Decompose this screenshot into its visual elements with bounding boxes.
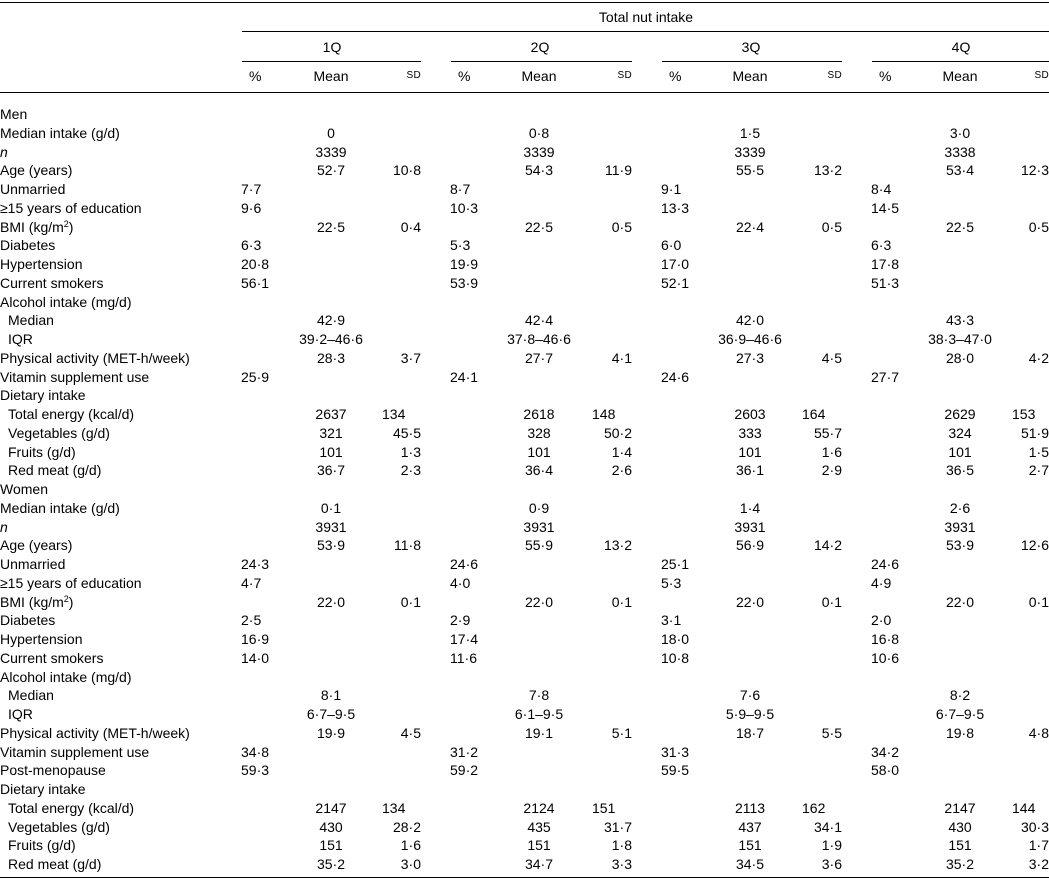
quartile-header-1: 1Q xyxy=(322,39,342,55)
row-label: Diabetes xyxy=(0,612,56,628)
header-rule xyxy=(0,92,1049,93)
row-label: Vitamin supplement use xyxy=(0,744,150,760)
cell-mean: 321 xyxy=(319,425,343,441)
cell-sd: 0·5 xyxy=(821,219,842,235)
cell-sd: 11·9 xyxy=(605,162,632,178)
cell-sd: 3·3 xyxy=(611,856,632,872)
cell-pct: 17·4 xyxy=(450,631,479,647)
row-label: Red meat (g/d) xyxy=(8,462,102,478)
cell-sd: 2·7 xyxy=(1028,462,1049,478)
cell-mean: 28·3 xyxy=(316,350,346,366)
row-label: IQR xyxy=(8,706,33,722)
cell-mean: 35·2 xyxy=(945,856,975,872)
subheader-mean: Mean xyxy=(732,68,768,84)
cell-mean: 55·9 xyxy=(524,537,554,553)
cell-mean: 2147 xyxy=(944,800,976,816)
cell-pct: 51·3 xyxy=(871,275,900,291)
cell-pct: 52·1 xyxy=(661,275,690,291)
cell-mean: 39·2–46·6 xyxy=(299,331,363,347)
cell-pct: 17·8 xyxy=(871,256,900,272)
cell-sd: 0·1 xyxy=(400,594,421,610)
row-label: Median xyxy=(8,312,54,328)
row-label: Current smokers xyxy=(0,275,104,291)
subheader-pct: % xyxy=(669,68,682,84)
quartile-header-3: 3Q xyxy=(741,39,761,55)
row-label: Red meat (g/d) xyxy=(8,856,102,872)
cell-mean: 430 xyxy=(319,819,343,835)
cell-sd: 4·5 xyxy=(400,725,421,741)
quartile-header-4: 4Q xyxy=(951,39,971,55)
subheader-mean: Mean xyxy=(942,68,978,84)
cell-sd: 153 xyxy=(1012,406,1036,422)
cell-pct: 53·9 xyxy=(450,275,479,291)
cell-sd: 1·8 xyxy=(611,837,632,853)
cell-sd: 0·5 xyxy=(611,219,632,235)
row-label: Diabetes xyxy=(0,237,56,253)
row-label: Vegetables (g/d) xyxy=(8,819,110,835)
cell-mean: 333 xyxy=(738,425,762,441)
subheader-pct: % xyxy=(458,68,471,84)
cell-mean: 54·3 xyxy=(524,162,554,178)
cell-mean: 3931 xyxy=(315,519,347,535)
cell-pct: 2·5 xyxy=(241,612,262,628)
row-label: Vegetables (g/d) xyxy=(8,425,110,441)
cell-pct: 4·7 xyxy=(241,575,262,591)
cell-sd: 10·8 xyxy=(392,162,421,178)
cell-sd: 12·6 xyxy=(1020,537,1049,553)
cell-mean: 101 xyxy=(948,444,972,460)
cell-pct: 16·8 xyxy=(871,631,900,647)
cell-pct: 14·0 xyxy=(241,650,270,666)
cell-sd: 134 xyxy=(382,800,406,816)
cell-mean: 3339 xyxy=(523,144,555,160)
row-label: Alcohol intake (mg/d) xyxy=(0,669,132,685)
cell-mean: 328 xyxy=(527,425,551,441)
cell-mean: 19·1 xyxy=(524,725,554,741)
cell-sd: 134 xyxy=(382,406,406,422)
cell-mean: 6·7–9·5 xyxy=(935,706,985,722)
cell-sd: 1·5 xyxy=(1028,444,1049,460)
cell-mean: 27·7 xyxy=(524,350,554,366)
cell-mean: 27·3 xyxy=(735,350,765,366)
cell-pct: 11·6 xyxy=(450,650,477,666)
cell-mean: 7·6 xyxy=(739,687,761,703)
cell-sd: 55·7 xyxy=(813,425,842,441)
cell-mean: 324 xyxy=(948,425,972,441)
cell-mean: 43·3 xyxy=(945,312,975,328)
row-label: Median intake (g/d) xyxy=(0,500,120,516)
cell-mean: 151 xyxy=(319,837,343,853)
cell-mean: 19·9 xyxy=(316,725,346,741)
group-rule xyxy=(242,31,1049,32)
cell-sd: 5·5 xyxy=(821,725,842,741)
cell-mean: 42·0 xyxy=(735,312,765,328)
cell-mean: 53·9 xyxy=(945,537,975,553)
cell-mean: 5·9–9·5 xyxy=(725,706,775,722)
row-label: IQR xyxy=(8,331,33,347)
cell-sd: 162 xyxy=(802,800,826,816)
cell-pct: 14·5 xyxy=(871,200,900,216)
cell-pct: 24·1 xyxy=(450,369,479,385)
cell-mean: 34·5 xyxy=(735,856,765,872)
cell-pct: 4·0 xyxy=(450,575,471,591)
section-label: Men xyxy=(0,106,28,122)
cell-sd: 0·5 xyxy=(1028,219,1049,235)
cell-mean: 19·8 xyxy=(945,725,975,741)
cell-pct: 13·3 xyxy=(661,200,690,216)
cell-sd: 1·6 xyxy=(821,444,842,460)
cell-pct: 6·3 xyxy=(241,237,262,253)
row-label: Median xyxy=(8,687,54,703)
cell-mean: 35·2 xyxy=(316,856,346,872)
cell-pct: 31·2 xyxy=(450,744,479,760)
cell-sd: 12·3 xyxy=(1020,162,1049,178)
cell-pct: 5·3 xyxy=(661,575,682,591)
cell-sd: 151 xyxy=(592,800,616,816)
cell-pct: 9·6 xyxy=(241,200,262,216)
cell-mean: 0·9 xyxy=(528,500,550,516)
subheader-pct: % xyxy=(249,68,262,84)
quartile-rule-2 xyxy=(451,61,632,62)
cell-mean: 435 xyxy=(527,819,551,835)
cell-mean: 22·0 xyxy=(524,594,554,610)
cell-sd: 30·3 xyxy=(1020,819,1049,835)
cell-pct: 59·2 xyxy=(450,762,479,778)
cell-mean: 1·5 xyxy=(739,125,761,141)
top-rule xyxy=(0,2,1049,3)
quartile-rule-4 xyxy=(872,61,1049,62)
cell-mean: 22·0 xyxy=(316,594,346,610)
cell-pct: 10·3 xyxy=(450,200,479,216)
cell-pct: 6·0 xyxy=(661,237,682,253)
cell-mean: 8·2 xyxy=(949,687,971,703)
cell-pct: 10·8 xyxy=(661,650,690,666)
cell-mean: 36·4 xyxy=(524,462,554,478)
cell-mean: 38·3–47·0 xyxy=(928,331,992,347)
cell-pct: 34·2 xyxy=(871,744,900,760)
cell-pct: 6·3 xyxy=(871,237,892,253)
cell-mean: 34·7 xyxy=(524,856,554,872)
cell-mean: 0·1 xyxy=(320,500,342,516)
cell-mean: 6·1–9·5 xyxy=(514,706,564,722)
row-label: Total energy (kcal/d) xyxy=(8,800,135,816)
cell-mean: 3339 xyxy=(315,144,347,160)
cell-pct: 25·1 xyxy=(661,556,690,572)
row-label: Hypertension xyxy=(0,631,83,647)
subheader-mean: Mean xyxy=(521,68,557,84)
cell-mean: 3931 xyxy=(944,519,976,535)
cell-sd: 1·3 xyxy=(400,444,421,460)
cell-pct: 24·3 xyxy=(241,556,270,572)
cell-mean: 2603 xyxy=(734,406,766,422)
cell-sd: 13·2 xyxy=(813,162,842,178)
cell-mean: 53·4 xyxy=(945,162,975,178)
cell-mean: 1·4 xyxy=(739,500,761,516)
cell-mean: 22·0 xyxy=(735,594,765,610)
cell-pct: 4·9 xyxy=(871,575,892,591)
cell-mean: 2124 xyxy=(523,800,555,816)
cell-sd: 13·2 xyxy=(603,537,632,553)
cell-pct: 56·1 xyxy=(241,275,270,291)
cell-pct: 7·7 xyxy=(241,181,262,197)
cell-sd: 11·8 xyxy=(394,537,421,553)
row-label: n xyxy=(0,519,8,535)
cell-sd: 3·7 xyxy=(400,350,421,366)
row-label: Age (years) xyxy=(0,162,73,178)
cell-mean: 3·0 xyxy=(949,125,971,141)
cell-pct: 20·8 xyxy=(241,256,270,272)
cell-pct: 8·7 xyxy=(450,181,471,197)
cell-mean: 151 xyxy=(948,837,972,853)
cell-sd: 164 xyxy=(802,406,826,422)
cell-sd: 0·1 xyxy=(611,594,632,610)
cell-mean: 22·5 xyxy=(945,219,975,235)
cell-mean: 151 xyxy=(527,837,551,853)
cell-pct: 18·0 xyxy=(661,631,690,647)
row-label: n xyxy=(0,144,8,160)
cell-sd: 5·1 xyxy=(611,725,632,741)
cell-sd: 0·4 xyxy=(400,219,421,235)
cell-pct: 9·1 xyxy=(661,181,682,197)
cell-sd: 2·6 xyxy=(611,462,632,478)
cell-pct: 16·9 xyxy=(241,631,270,647)
cell-sd: 0·1 xyxy=(821,594,842,610)
row-label: ≥15 years of education xyxy=(0,200,142,216)
cell-mean: 36·5 xyxy=(945,462,975,478)
quartile-rule-3 xyxy=(662,61,842,62)
cell-pct: 17·0 xyxy=(661,256,690,272)
row-label: Vitamin supplement use xyxy=(0,369,150,385)
cell-pct: 58·0 xyxy=(871,762,900,778)
cell-pct: 8·4 xyxy=(871,181,892,197)
cell-mean: 22·4 xyxy=(735,219,765,235)
cell-sd: 34·1 xyxy=(813,819,842,835)
cell-pct: 27·7 xyxy=(871,369,900,385)
cell-sd: 1·6 xyxy=(400,837,421,853)
subheader-sd: SD xyxy=(617,70,632,81)
cell-sd: 1·9 xyxy=(821,837,842,853)
cell-mean: 53·9 xyxy=(316,537,346,553)
cell-mean: 437 xyxy=(738,819,762,835)
cell-mean: 101 xyxy=(319,444,343,460)
cell-pct: 10·6 xyxy=(871,650,900,666)
subheader-sd: SD xyxy=(827,70,842,81)
quartile-header-2: 2Q xyxy=(530,39,550,55)
cell-pct: 24·6 xyxy=(661,369,690,385)
cell-mean: 101 xyxy=(527,444,551,460)
cell-sd: 144 xyxy=(1012,800,1036,816)
cell-sd: 28·2 xyxy=(392,819,421,835)
row-label: Unmarried xyxy=(0,181,66,197)
cell-sd: 45·5 xyxy=(392,425,421,441)
cell-mean: 2·6 xyxy=(949,500,971,516)
cell-sd: 1·4 xyxy=(611,444,632,460)
cell-sd: 4·2 xyxy=(1028,350,1049,366)
cell-pct: 2·0 xyxy=(871,612,892,628)
cell-sd: 3·0 xyxy=(400,856,421,872)
cell-mean: 36·7 xyxy=(316,462,346,478)
cell-sd: 3·6 xyxy=(821,856,842,872)
cell-mean: 101 xyxy=(738,444,762,460)
row-label: ≥15 years of education xyxy=(0,575,142,591)
cell-mean: 430 xyxy=(948,819,972,835)
cell-mean: 2618 xyxy=(523,406,555,422)
subheader-mean: Mean xyxy=(313,68,349,84)
row-label: Post-menopause xyxy=(0,762,106,778)
row-label: BMI $(kg/m^2)$ xyxy=(0,594,74,610)
cell-mean: 2113 xyxy=(734,800,766,816)
cell-mean: 22·0 xyxy=(945,594,975,610)
quartile-rule-1 xyxy=(242,61,421,62)
cell-mean: 28·0 xyxy=(945,350,975,366)
cell-mean: 0 xyxy=(327,125,335,141)
row-label: Alcohol intake (mg/d) xyxy=(0,294,132,310)
cell-pct: 31·3 xyxy=(661,744,690,760)
row-label: Physical activity (MET-h/week) xyxy=(0,725,190,741)
cell-pct: 5·3 xyxy=(450,237,471,253)
cell-mean: 0·8 xyxy=(528,125,550,141)
row-label: Total energy (kcal/d) xyxy=(8,406,135,422)
cell-mean: 8·1 xyxy=(320,687,342,703)
cell-mean: 36·9–46·6 xyxy=(718,331,782,347)
cell-mean: 7·8 xyxy=(528,687,550,703)
row-label: Dietary intake xyxy=(0,387,86,403)
cell-mean: 2637 xyxy=(315,406,347,422)
cell-mean: 2147 xyxy=(315,800,347,816)
cell-mean: 3931 xyxy=(734,519,766,535)
cell-sd: 0·1 xyxy=(1028,594,1049,610)
row-label: Age (years) xyxy=(0,537,73,553)
cell-sd: 148 xyxy=(592,406,616,422)
cell-sd: 4·5 xyxy=(821,350,842,366)
cell-pct: 19·9 xyxy=(450,256,479,272)
cell-sd: 2·9 xyxy=(821,462,842,478)
cell-sd: 31·7 xyxy=(603,819,632,835)
row-label: Unmarried xyxy=(0,556,66,572)
cell-sd: 4·8 xyxy=(1028,725,1049,741)
cell-mean: 3338 xyxy=(944,144,976,160)
cell-mean: 42·9 xyxy=(316,312,346,328)
cell-mean: 37·8–46·6 xyxy=(507,331,571,347)
subheader-sd: SD xyxy=(1034,70,1049,81)
cell-mean: 3931 xyxy=(523,519,555,535)
cell-pct: 2·9 xyxy=(450,612,471,628)
cell-sd: 2·3 xyxy=(400,462,421,478)
cell-mean: 2629 xyxy=(944,406,976,422)
row-label: Current smokers xyxy=(0,650,104,666)
cell-pct: 34·8 xyxy=(241,744,270,760)
cell-mean: 55·5 xyxy=(735,162,765,178)
cell-mean: 22·5 xyxy=(524,219,554,235)
cell-pct: 25·9 xyxy=(241,369,270,385)
cell-mean: 151 xyxy=(738,837,762,853)
cell-pct: 3·1 xyxy=(661,612,682,628)
cell-mean: 36·1 xyxy=(735,462,765,478)
cell-sd: 14·2 xyxy=(813,537,842,553)
cell-sd: 50·2 xyxy=(603,425,632,441)
row-label: Dietary intake xyxy=(0,781,86,797)
cell-pct: 59·3 xyxy=(241,762,270,778)
cell-pct: 24·6 xyxy=(450,556,479,572)
cell-sd: 4·1 xyxy=(611,350,632,366)
cell-mean: 18·7 xyxy=(735,725,765,741)
group-header: Total nut intake xyxy=(598,9,694,25)
subheader-sd: SD xyxy=(406,70,421,81)
cell-sd: 51·9 xyxy=(1020,425,1049,441)
row-label: Fruits (g/d) xyxy=(8,837,76,853)
cell-mean: 22·5 xyxy=(316,219,346,235)
cell-sd: 1·7 xyxy=(1028,837,1049,853)
cell-sd: 3·2 xyxy=(1028,856,1049,872)
section-label: Women xyxy=(0,481,48,497)
bottom-rule xyxy=(0,877,1049,878)
cell-mean: 42·4 xyxy=(524,312,554,328)
subheader-pct: % xyxy=(879,68,892,84)
row-label: Median intake (g/d) xyxy=(0,125,120,141)
cell-pct: 24·6 xyxy=(871,556,900,572)
cell-mean: 52·7 xyxy=(316,162,346,178)
row-label: Hypertension xyxy=(0,256,83,272)
cell-mean: 3339 xyxy=(734,144,766,160)
row-label: BMI $(kg/m^2)$ xyxy=(0,219,74,235)
row-label: Fruits (g/d) xyxy=(8,444,76,460)
cell-mean: 56·9 xyxy=(735,537,765,553)
cell-mean: 6·7–9·5 xyxy=(306,706,356,722)
row-label: Physical activity (MET-h/week) xyxy=(0,350,190,366)
cell-pct: 59·5 xyxy=(661,762,690,778)
